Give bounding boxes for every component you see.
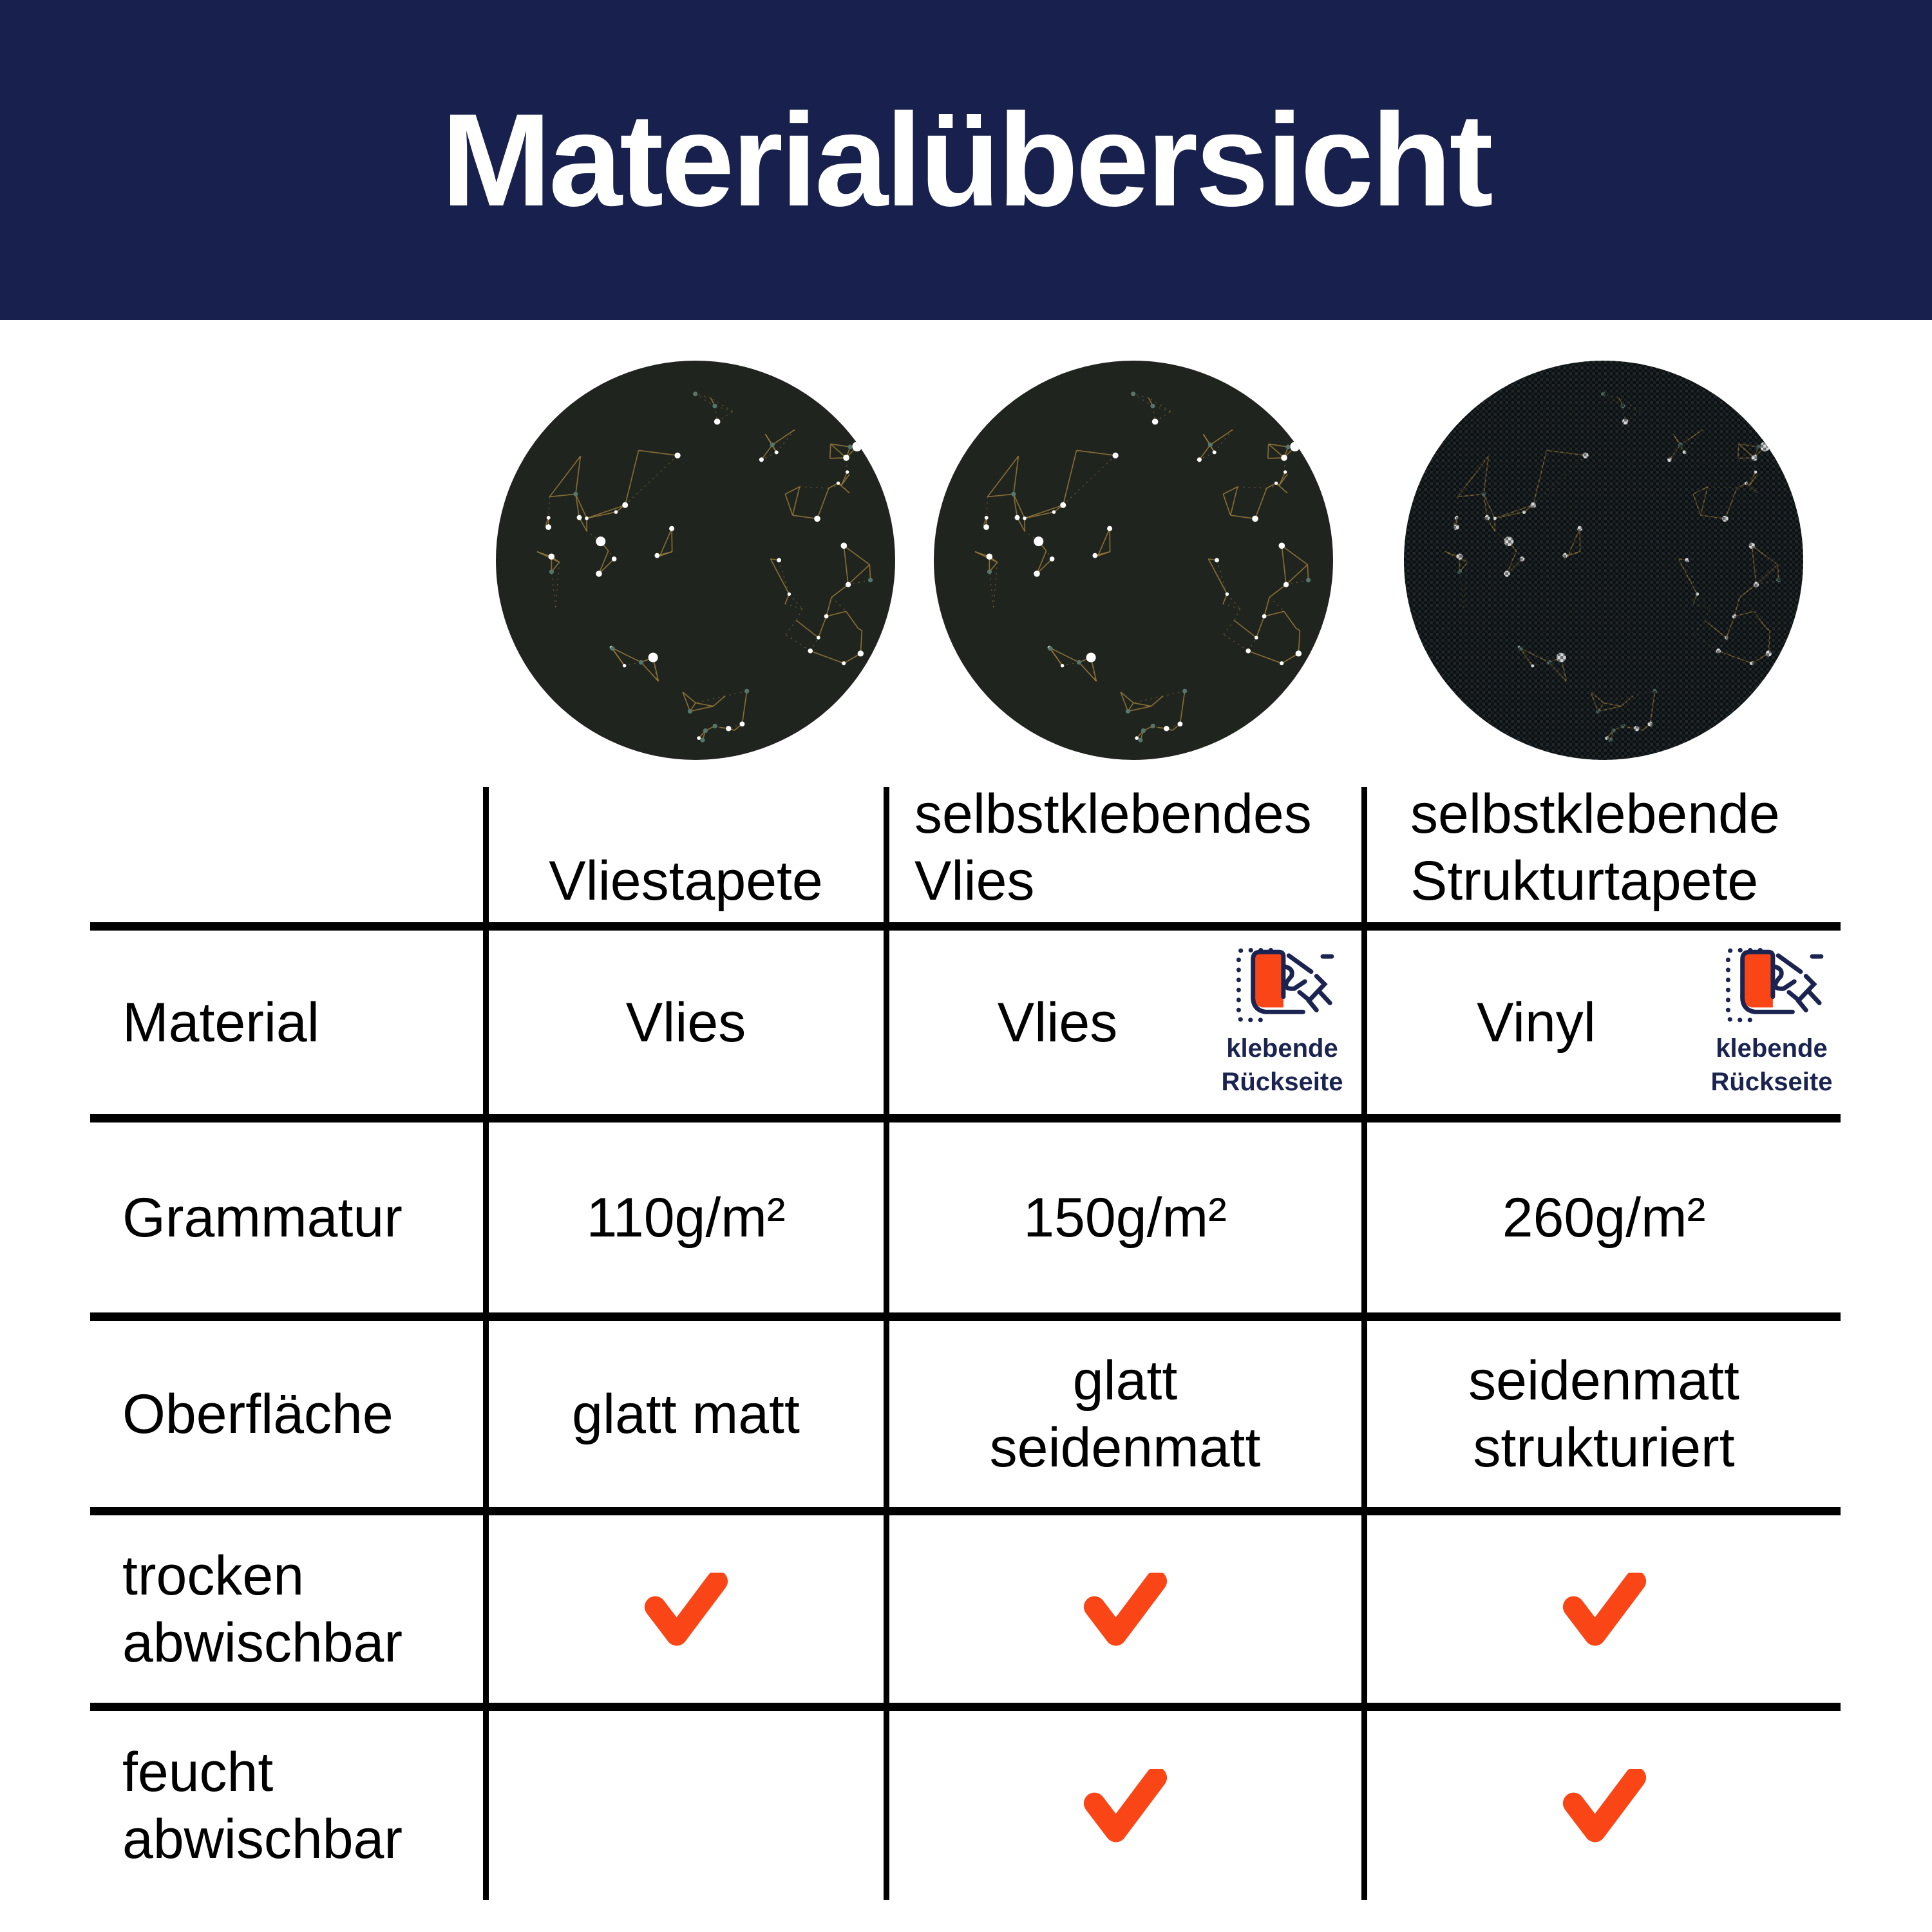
- table-rule-vertical-3: [1361, 787, 1367, 1900]
- cell-trocken-vliestapete: [489, 1515, 883, 1703]
- page-title: Materialübersicht: [441, 86, 1491, 234]
- peel-backing-icon: [1226, 945, 1339, 1032]
- constellation-globe-icon-strukturtapete: [1404, 361, 1803, 760]
- check-icon: [643, 1573, 729, 1646]
- table-rule-horizontal-5: [90, 1703, 1841, 1711]
- cell-trocken-selbstklebendes-vlies: [889, 1515, 1361, 1703]
- cell-feucht-selbstklebendes-vlies: [889, 1711, 1361, 1900]
- cell-grammatur-vliestapete: 110g/m²: [586, 1186, 786, 1249]
- column-header-text: Vliestapete: [549, 850, 823, 912]
- row-label-feucht-abwischbar: feucht abwischbar: [122, 1741, 402, 1870]
- cell-material-strukturtapete: Vinyl klebende Rückseite: [1367, 931, 1841, 1114]
- column-header-selbstklebendes-vlies: [914, 783, 1361, 914]
- constellation-globe-icon-selbstklebendes-vlies: [934, 361, 1333, 760]
- check-icon: [1082, 1769, 1168, 1842]
- peel-backing-icon: [1716, 945, 1828, 1032]
- table-rule-horizontal-1: [90, 922, 1841, 931]
- check-icon: [1082, 1573, 1168, 1646]
- table-rule-horizontal-3: [90, 1312, 1841, 1321]
- cell-grammatur-strukturtapete: 260g/m²: [1502, 1186, 1706, 1249]
- table-rule-vertical-1: [483, 787, 489, 1900]
- row-label-trocken-abwischbar: trocken abwischbar: [122, 1544, 402, 1674]
- peel-backing-badge: klebende Rückseite: [1215, 945, 1350, 1099]
- header-banner: [0, 0, 1932, 320]
- cell-feucht-vliestapete-empty: [489, 1711, 883, 1900]
- column-header-text: selbstklebendes Vlies: [914, 783, 1312, 912]
- table-rule-horizontal-4: [90, 1507, 1841, 1515]
- cell-oberflaeche-strukturtapete: seidenmatt strukturiert: [1468, 1349, 1739, 1479]
- cell-feucht-strukturtapete: [1367, 1711, 1841, 1900]
- cell-oberflaeche-selbstklebendes-vlies: glatt seidenmatt: [989, 1349, 1261, 1479]
- table-rule-horizontal-2: [90, 1114, 1841, 1122]
- constellation-globe-icon-vliestapete: [496, 361, 895, 760]
- column-header-vliestapete: [489, 787, 883, 914]
- check-icon: [1561, 1769, 1647, 1842]
- peel-backing-badge: klebende Rückseite: [1704, 945, 1839, 1099]
- check-icon: [1561, 1573, 1647, 1646]
- cell-grammatur-selbstklebendes-vlies: 150g/m²: [1023, 1186, 1227, 1249]
- row-label-material: Material: [122, 991, 319, 1054]
- column-header-selbstklebende-strukturtapete: [1410, 783, 1841, 914]
- cell-oberflaeche-vliestapete: glatt matt: [572, 1383, 800, 1445]
- row-label-grammatur: Grammatur: [122, 1186, 402, 1249]
- cell-material-vliestapete: Vlies: [625, 991, 746, 1054]
- column-header-text: selbstklebende Strukturtapete: [1410, 783, 1780, 912]
- cell-material-selbstklebendes-vlies: Vlies klebende Rückseite: [889, 931, 1361, 1114]
- row-label-oberflaeche: Oberfläche: [122, 1383, 393, 1445]
- cell-trocken-strukturtapete: [1367, 1515, 1841, 1703]
